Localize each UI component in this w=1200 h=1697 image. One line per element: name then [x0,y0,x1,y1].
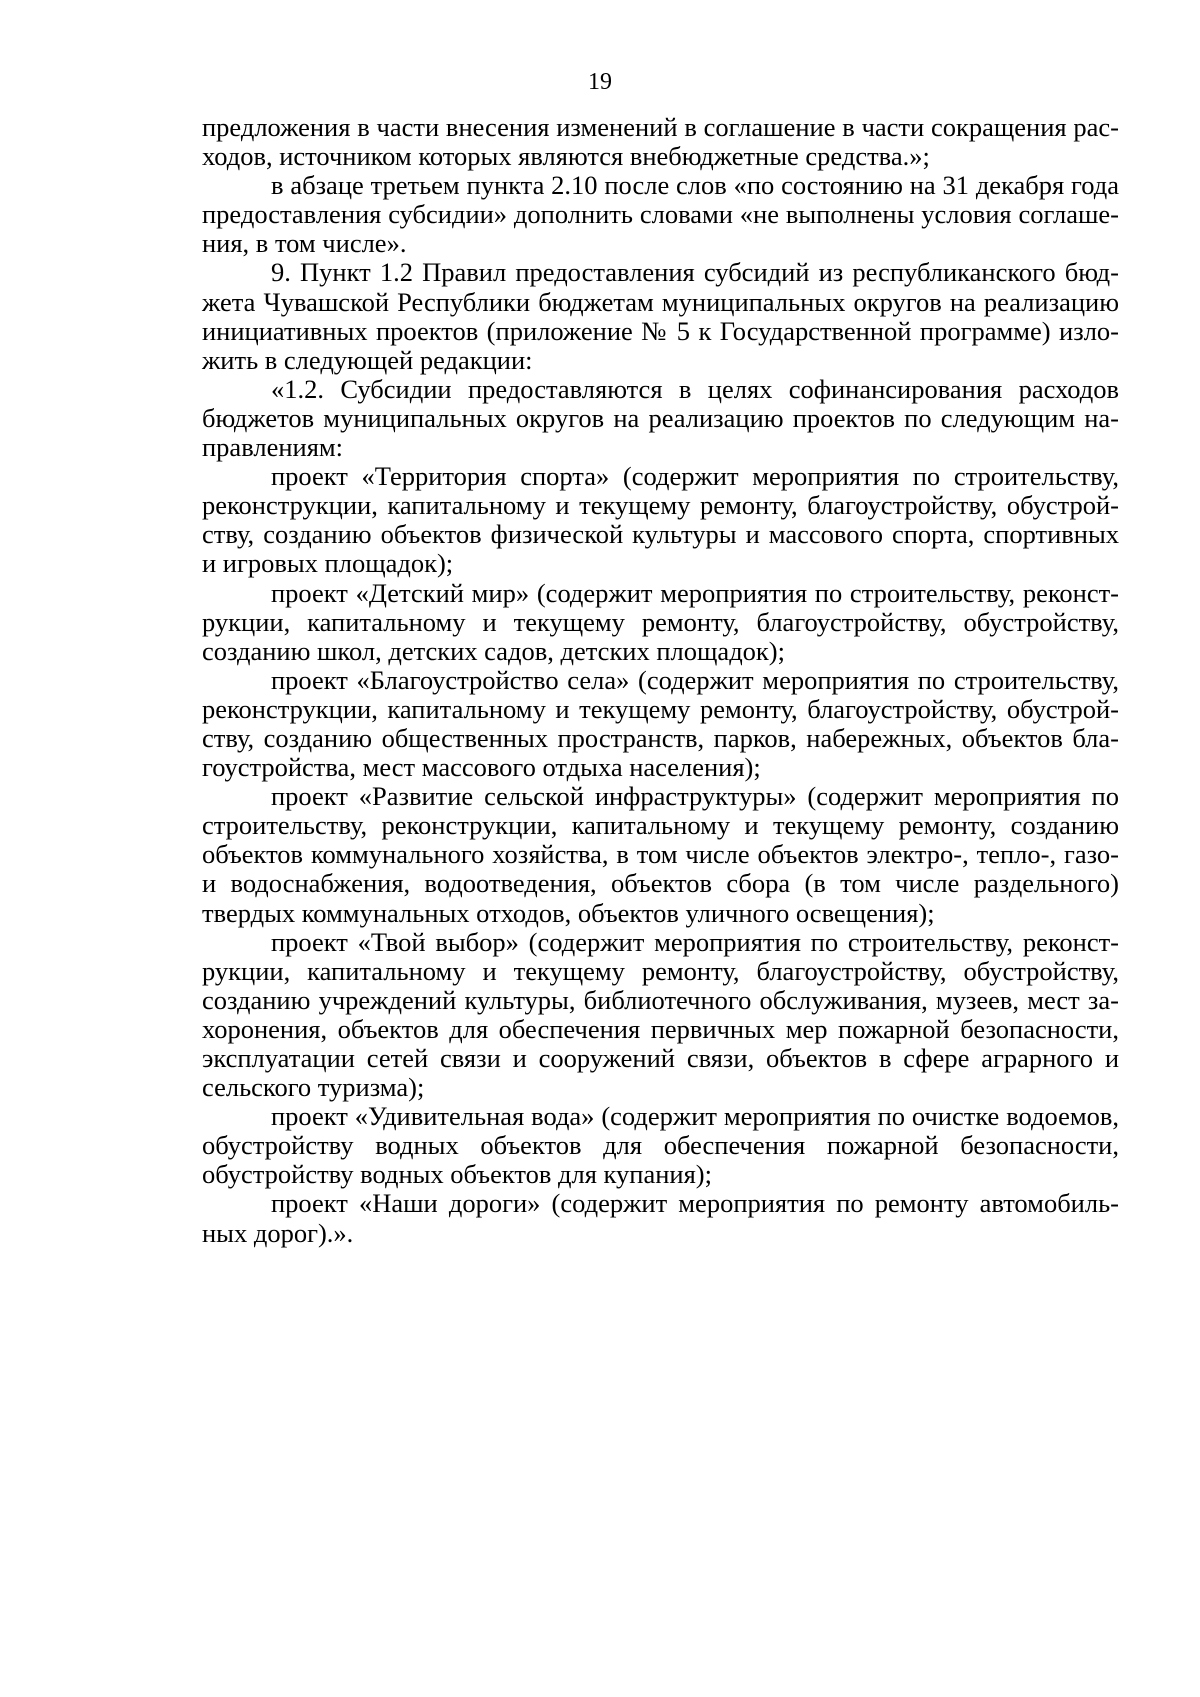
paragraph-project-village: проект «Благоустройство села» (содержит мероприятия по строительству, реконструкции, капитальному и текущему ремонту, благоустройству, обустройству, созданию общественных пространств, парков, набережных, объектов благоустройства, мест массового отдыха населения); [202,664,1119,783]
paragraph-project-sport: проект «Территория спорта» (содержит мероприятия по строительству, реконструкции, капитальному и текущему ремонту, благоустройству, обустройству, созданию объектов физической культуры и массового спорта, спортивных и игровых площадок); [202,461,1119,579]
paragraph-continuation: предложения в части внесения изменений в соглашение в части сокращения расходов, источником которых являются внебюджетные средства.»; [202,112,1119,172]
paragraph-project-choice: проект «Твой выбор» (содержит мероприятия по строительству, реконструкции, капитальному и текущему ремонту, благоустройству, обустройству, созданию учреждений культуры, библиотечного обслуживания, музеев, мест захоронения, объектов для обеспечения первичных мер пожарной безопасности, эксплуатации сетей связи и сооружений связи, объектов в сфере аграрного и сельского туризма); [202,926,1119,1103]
paragraph-clause-1-2: «1.2. Субсидии предоставляются в целях софинансирования расходов бюджетов муниципальных округов на реализацию проектов по следующим направлениям: [202,373,1119,463]
paragraph-project-water: проект «Удивительная вода» (содержит мероприятия по очистке водоемов, обустройству водных объектов для обеспечения пожарной безопасности, обустройству водных объектов для купания); [202,1101,1119,1190]
document-body [202,113,1119,1248]
page-number: 19 [588,69,612,95]
paragraph-project-infrastructure: проект «Развитие сельской инфраструктуры» (содержит мероприятия по строительству, реконструкции, капитальному и текущему ремонту, созданию объектов коммунального хозяйства, в том числе объектов электро-, тепло-, газо- и водоснабжения, водоотведения, объектов сбора (в том числе раздельного) твердых коммунальных отходов, объектов уличного освещения); [202,781,1119,928]
paragraph-amendment-2-10: в абзаце третьем пункта 2.10 после слов «по состоянию на 31 декабря года предоставления субсидии» дополнить словами «не выполнены условия соглашения, в том числе». [202,170,1119,259]
paragraph-project-roads: проект «Наши дороги» (содержит мероприятия по ремонту автомобильных дорог).». [202,1188,1119,1248]
paragraph-project-children: проект «Детский мир» (содержит мероприятия по строительству, реконструкции, капитальному и текущему ремонту, благоустройству, обустройству, созданию школ, детских садов, детских площадок); [202,577,1119,666]
paragraph-item-9: 9. Пункт 1.2 Правил предоставления субсидий из республиканского бюджета Чувашской Республики бюджетам муниципальных округов на реализацию инициативных проектов (приложение № 5 к Государственной программе) изложить в следующей редакции: [202,257,1119,375]
